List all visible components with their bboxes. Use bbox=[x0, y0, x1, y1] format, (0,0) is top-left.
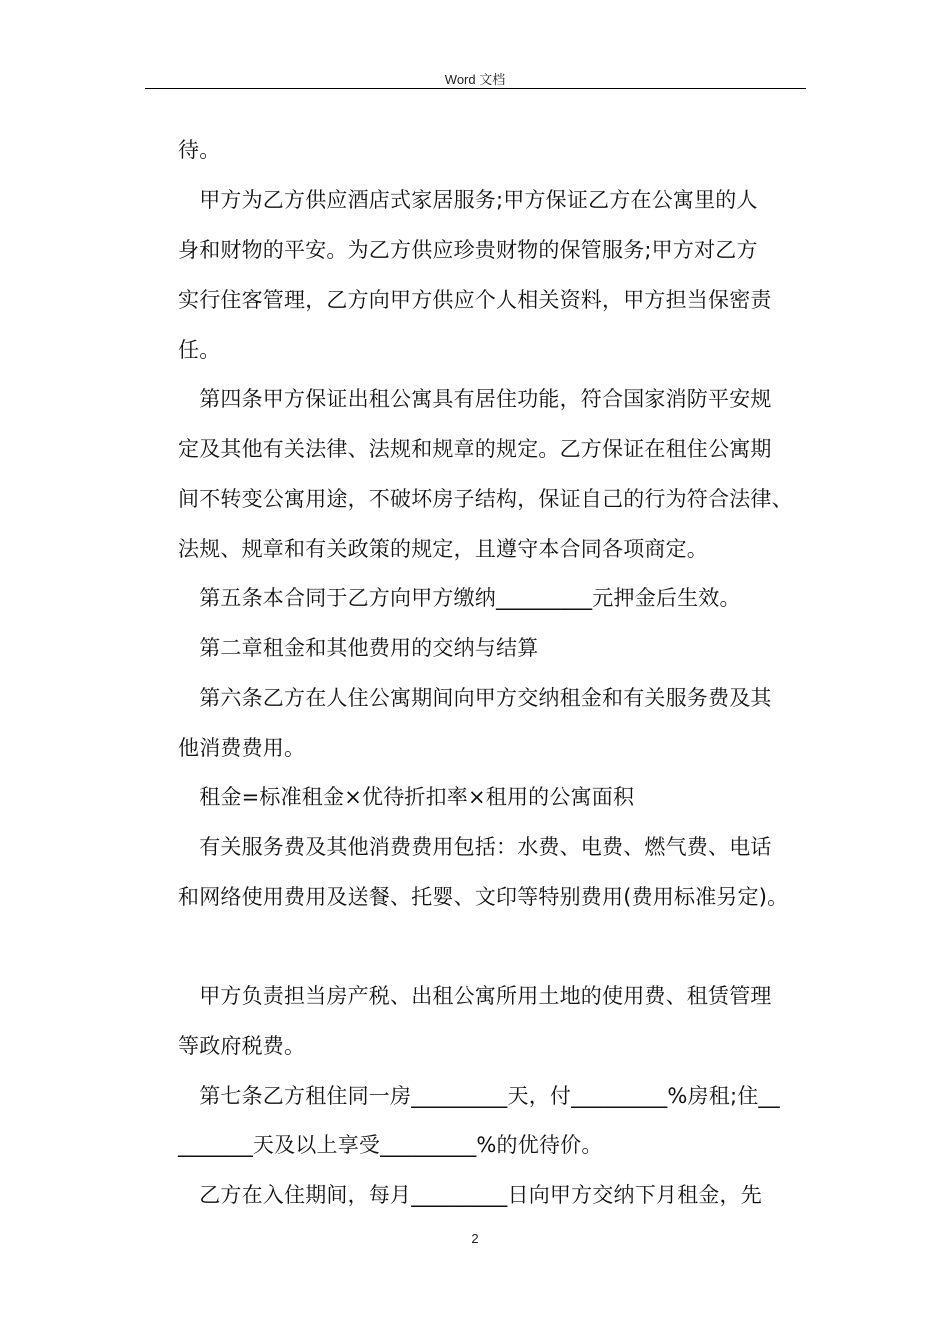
body-line: 实行住客管理，乙方向甲方供应个人相关资料，甲方担当保密责 bbox=[178, 288, 772, 312]
body-line: 间不转变公寓用途，不破坏房子结构，保证自己的行为符合法律、 bbox=[178, 487, 793, 511]
body-line: 第四条甲方保证出租公寓具有居住功能，符合国家消防平安规 bbox=[178, 387, 772, 411]
body-line: 乙方在入住期间，每月_________日向甲方交纳下月租金，先 bbox=[178, 1183, 762, 1207]
header-divider bbox=[145, 88, 806, 89]
body-line: 任。 bbox=[178, 338, 221, 362]
body-line: 租金=标准租金×优待折扣率×租用的公寓面积 bbox=[178, 785, 635, 809]
body-line: 待。 bbox=[178, 138, 221, 162]
body-line: 和网络使用费用及送餐、托婴、文印等特别费用(费用标准另定)。 bbox=[178, 885, 789, 909]
body-line: 定及其他有关法律、法规和规章的规定。乙方保证在租住公寓期 bbox=[178, 437, 772, 461]
body-line: 等政府税费。 bbox=[178, 1034, 306, 1058]
body-line: 第六条乙方在人住公寓期间向甲方交纳租金和有关服务费及其 bbox=[178, 686, 772, 710]
body-line: 他消费费用。 bbox=[178, 736, 306, 760]
body-line: 第五条本合同于乙方向甲方缴纳_________元押金后生效。 bbox=[178, 586, 741, 610]
page-number: 2 bbox=[471, 1231, 479, 1246]
body-line: 第七条乙方租住同一房_________天，付_________%房租;住__ bbox=[178, 1084, 780, 1108]
body-line: 甲方为乙方供应酒店式家居服务;甲方保证乙方在公寓里的人 bbox=[178, 188, 758, 212]
body-line: 有关服务费及其他消费费用包括：水费、电费、燃气费、电话 bbox=[178, 835, 772, 859]
body-line: _______天及以上享受_________%的优待价。 bbox=[178, 1133, 603, 1157]
body-line: 甲方负责担当房产税、出租公寓所用土地的使用费、租赁管理 bbox=[178, 984, 772, 1008]
body-line: 第二章租金和其他费用的交纳与结算 bbox=[178, 636, 539, 660]
document-header-title: Word 文档 bbox=[444, 72, 506, 87]
body-line: 身和财物的平安。为乙方供应珍贵财物的保管服务;甲方对乙方 bbox=[178, 238, 758, 262]
body-line: 法规、规章和有关政策的规定，且遵守本合同各项商定。 bbox=[178, 537, 708, 561]
